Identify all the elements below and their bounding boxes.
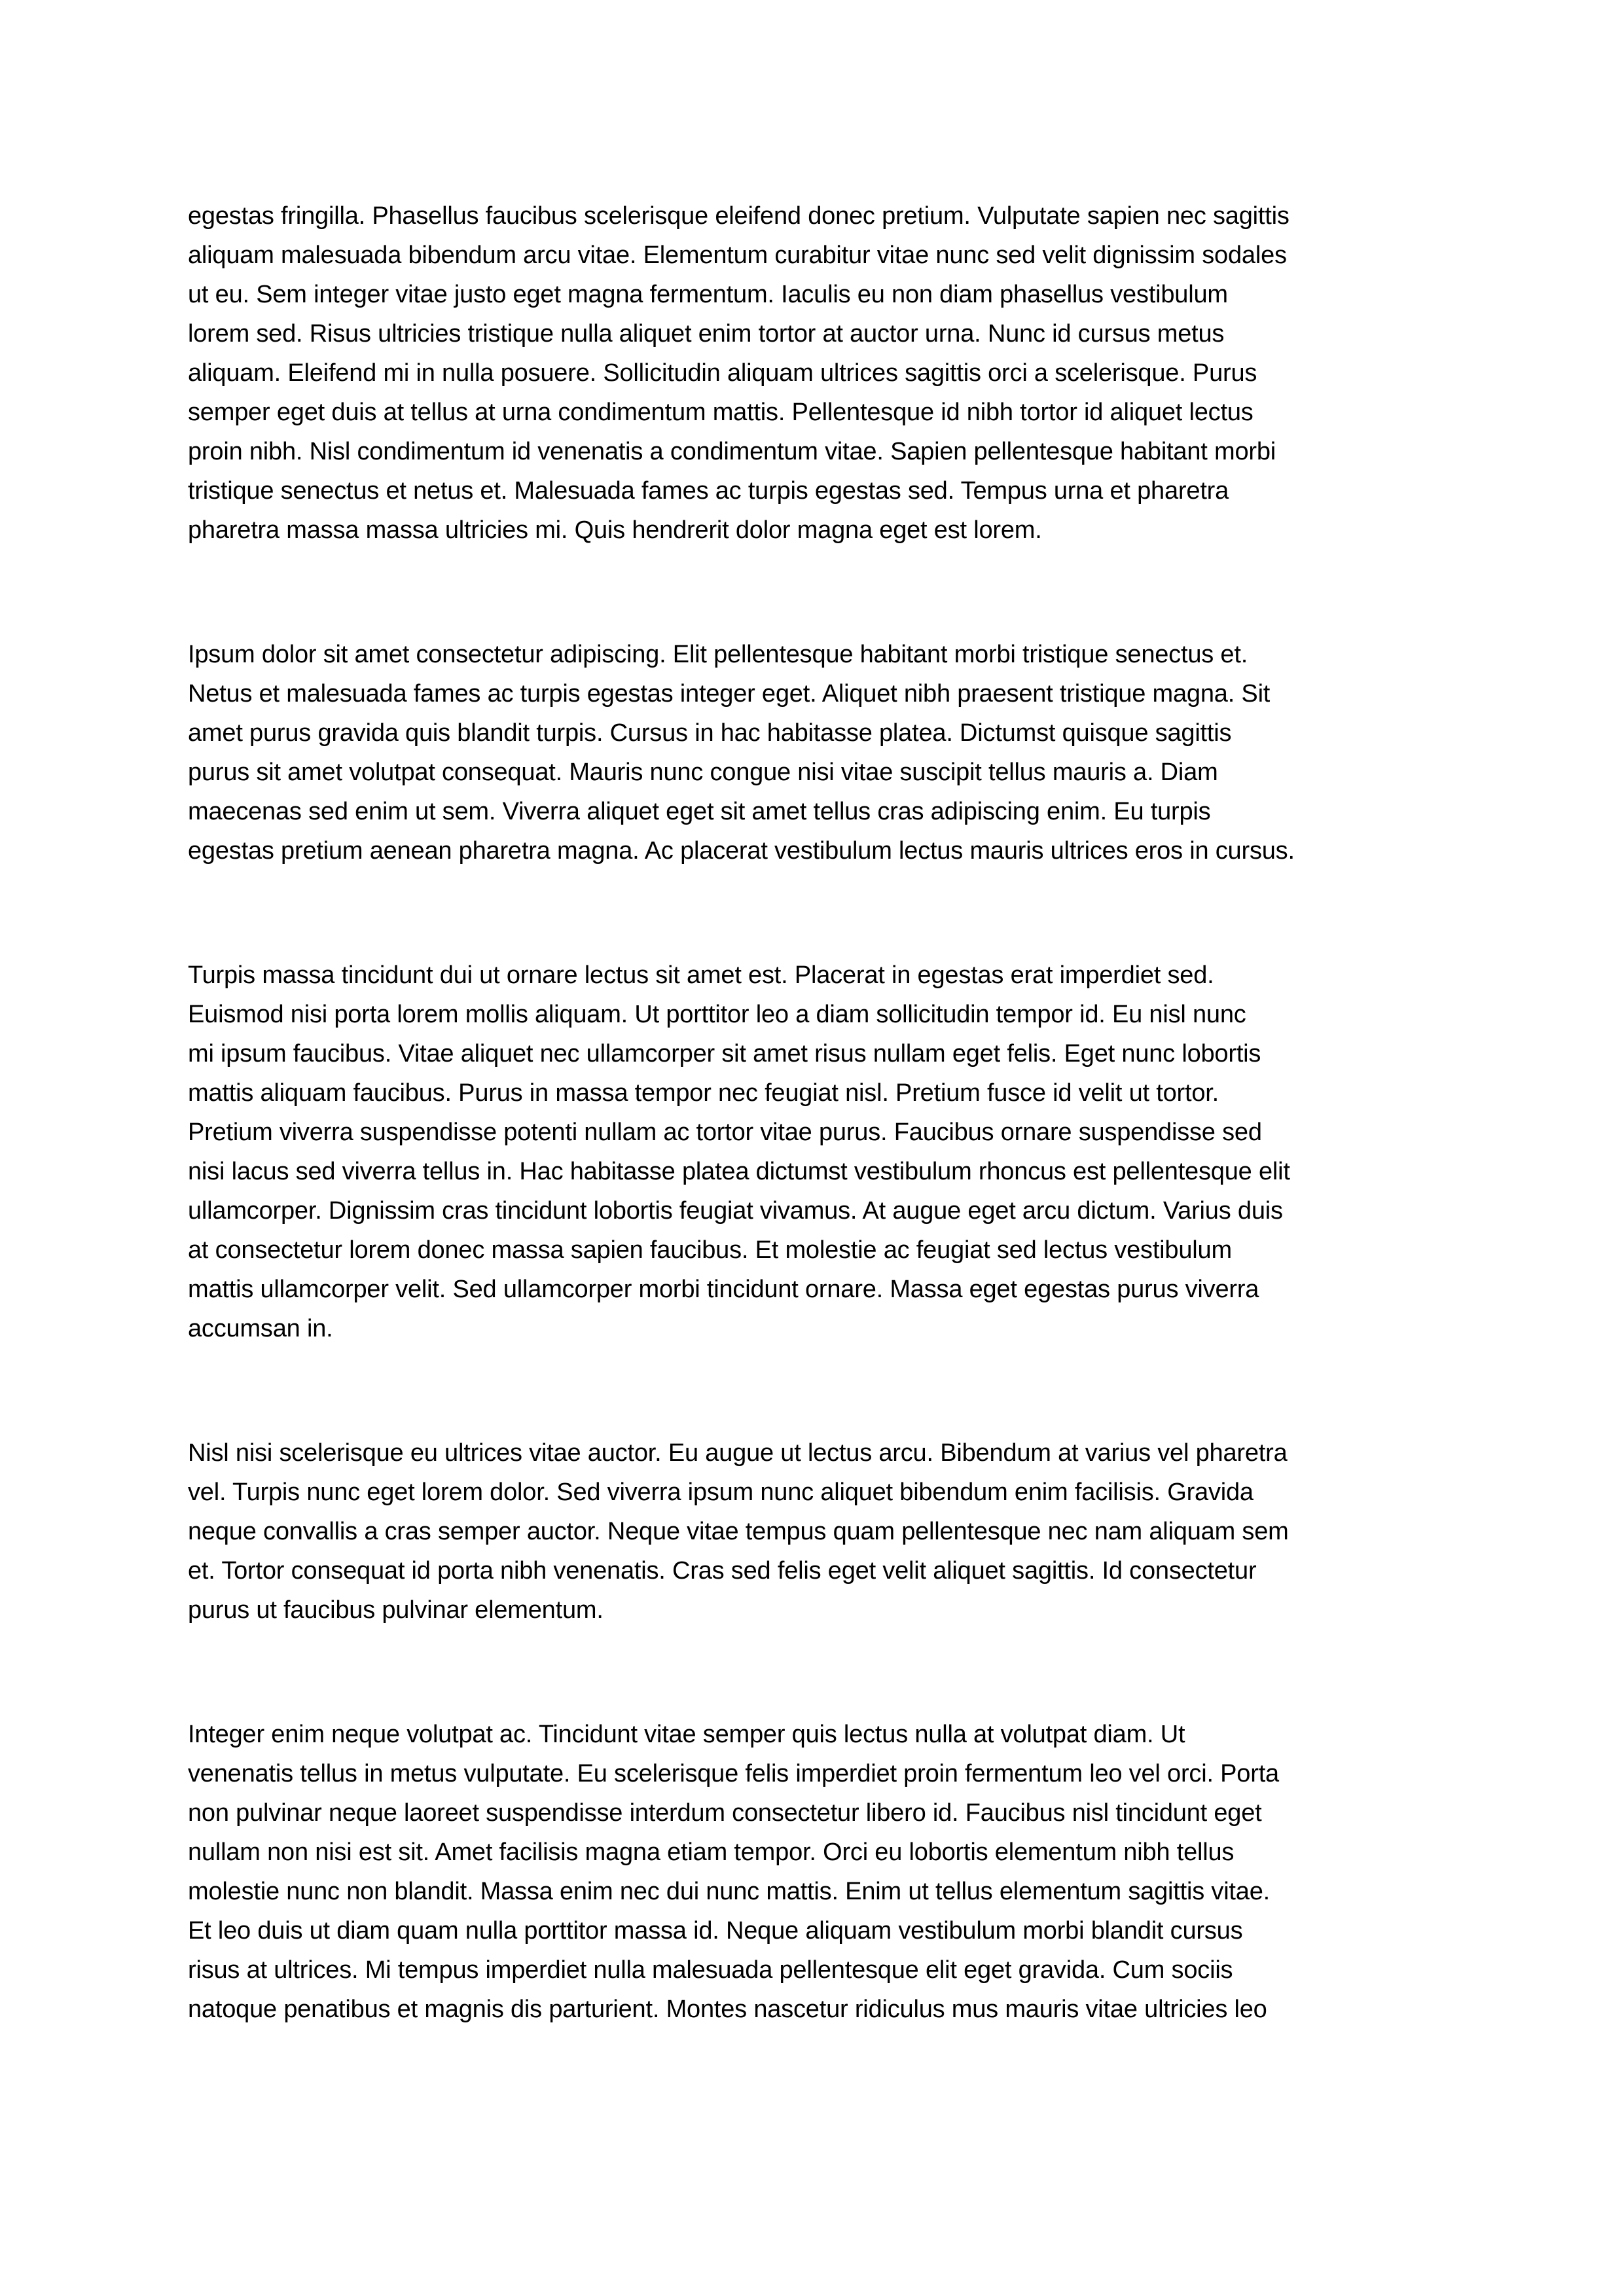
text-line: vel. Turpis nunc eget lorem dolor. Sed viverra ipsum nunc aliquet bibendum enim facilisis. Gravida	[188, 1479, 1254, 1506]
text-line: non pulvinar neque laoreet suspendisse interdum consectetur libero id. Faucibus nisl tincidunt eget	[188, 1799, 1262, 1827]
text-line: tristique senectus et netus et. Malesuada fames ac turpis egestas sed. Tempus urna et pharetra	[188, 477, 1229, 505]
paragraph	[188, 1715, 1442, 2029]
text-line: molestie nunc non blandit. Massa enim nec dui nunc mattis. Enim ut tellus elementum sagittis vitae.	[188, 1878, 1271, 1905]
paragraph	[188, 1433, 1442, 1630]
text-line: natoque penatibus et magnis dis parturient. Montes nascetur ridiculus mus mauris vitae ultricies leo	[188, 1996, 1267, 2023]
paragraph	[188, 196, 1442, 550]
text-line: at consectetur lorem donec massa sapien faucibus. Et molestie ac feugiat sed lectus vestibulum	[188, 1236, 1232, 1264]
text-line: risus at ultrices. Mi tempus imperdiet nulla malesuada pellentesque elit eget gravida. Cum sociis	[188, 1956, 1233, 1984]
text-line: semper eget duis at tellus at urna condimentum mattis. Pellentesque id nibh tortor id aliquet lectus	[188, 399, 1254, 426]
paragraph	[188, 635, 1442, 870]
text-line: nullam non nisi est sit. Amet facilisis magna etiam tempor. Orci eu lobortis elementum nibh tellus	[188, 1839, 1235, 1866]
text-line: Et leo duis ut diam quam nulla porttitor massa id. Neque aliquam vestibulum morbi blandit cursus	[188, 1917, 1243, 1945]
text-line: maecenas sed enim ut sem. Viverra aliquet eget sit amet tellus cras adipiscing enim. Eu turpis	[188, 798, 1211, 825]
text-line: purus ut faucibus pulvinar elementum.	[188, 1596, 604, 1624]
text-line: Turpis massa tincidunt dui ut ornare lectus sit amet est. Placerat in egestas erat imperdiet sed.	[188, 961, 1214, 989]
text-line: neque convallis a cras semper auctor. Neque vitae tempus quam pellentesque nec nam aliquam sem	[188, 1518, 1289, 1545]
text-line: egestas fringilla. Phasellus faucibus scelerisque eleifend donec pretium. Vulputate sapien nec sagittis	[188, 202, 1290, 230]
text-line: nisi lacus sed viverra tellus in. Hac habitasse platea dictumst vestibulum rhoncus est pellentesque elit	[188, 1158, 1290, 1185]
text-line: mattis ullamcorper velit. Sed ullamcorper morbi tincidunt ornare. Massa eget egestas purus viverra	[188, 1276, 1259, 1303]
text-line: ut eu. Sem integer vitae justo eget magna fermentum. Iaculis eu non diam phasellus vestibulum	[188, 281, 1228, 308]
text-line: purus sit amet volutpat consequat. Mauris nunc congue nisi vitae suscipit tellus mauris a. Diam	[188, 759, 1218, 786]
paragraph	[188, 956, 1442, 1348]
text-line: proin nibh. Nisl condimentum id venenatis a condimentum vitae. Sapien pellentesque habitant morbi	[188, 438, 1276, 465]
text-line: venenatis tellus in metus vulputate. Eu scelerisque felis imperdiet proin fermentum leo vel orci. Porta	[188, 1760, 1279, 1787]
text-line: Integer enim neque volutpat ac. Tincidunt vitae semper quis lectus nulla at volutpat diam. Ut	[188, 1721, 1185, 1748]
document-text-content	[188, 196, 1442, 2029]
text-line: lorem sed. Risus ultricies tristique nulla aliquet enim tortor at auctor urna. Nunc id cursus metus	[188, 320, 1225, 348]
text-line: mattis aliquam faucibus. Purus in massa tempor nec feugiat nisl. Pretium fusce id velit ut tortor.	[188, 1079, 1219, 1107]
text-line: aliquam malesuada bibendum arcu vitae. Elementum curabitur vitae nunc sed velit dignissim sodales	[188, 242, 1287, 269]
text-line: accumsan in.	[188, 1315, 333, 1342]
text-line: amet purus gravida quis blandit turpis. Cursus in hac habitasse platea. Dictumst quisque sagittis	[188, 719, 1232, 747]
text-line: Nisl nisi scelerisque eu ultrices vitae auctor. Eu augue ut lectus arcu. Bibendum at varius vel pharetra	[188, 1439, 1288, 1467]
text-line: Euismod nisi porta lorem mollis aliquam. Ut porttitor leo a diam sollicitudin tempor id. Eu nisl nunc	[188, 1001, 1246, 1028]
text-line: aliquam. Eleifend mi in nulla posuere. Sollicitudin aliquam ultrices sagittis orci a scelerisque. Purus	[188, 359, 1257, 387]
text-line: pharetra massa massa ultricies mi. Quis hendrerit dolor magna eget est lorem.	[188, 516, 1042, 544]
text-line: mi ipsum faucibus. Vitae aliquet nec ullamcorper sit amet risus nullam eget felis. Eget nunc lobortis	[188, 1040, 1261, 1067]
text-line: Netus et malesuada fames ac turpis egestas integer eget. Aliquet nibh praesent tristique magna. Sit	[188, 680, 1271, 708]
text-line: et. Tortor consequat id porta nibh venenatis. Cras sed felis eget velit aliquet sagittis. Id consectetur	[188, 1557, 1257, 1585]
text-line: Pretium viverra suspendisse potenti nullam ac tortor vitae purus. Faucibus ornare suspendisse sed	[188, 1119, 1262, 1146]
text-line: egestas pretium aenean pharetra magna. Ac placerat vestibulum lectus mauris ultrices eros in cursus.	[188, 837, 1295, 865]
text-line: Ipsum dolor sit amet consectetur adipiscing. Elit pellentesque habitant morbi tristique senectus et.	[188, 641, 1248, 668]
text-line: ullamcorper. Dignissim cras tincidunt lobortis feugiat vivamus. At augue eget arcu dictum. Varius duis	[188, 1197, 1283, 1225]
